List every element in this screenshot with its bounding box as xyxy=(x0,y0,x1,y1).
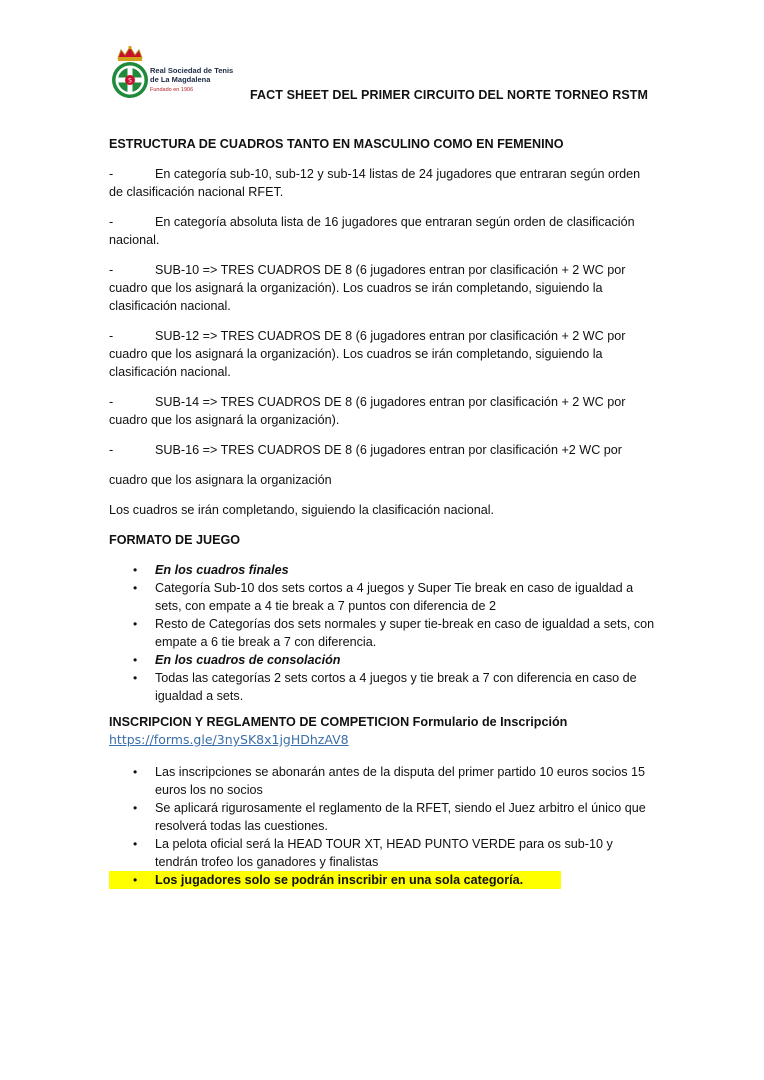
section-heading-registration: INSCRIPCION Y REGLAMENTO DE COMPETICION Formulario de Inscripción xyxy=(109,715,568,729)
bullet-icon: • xyxy=(133,617,138,631)
dash-marker: - xyxy=(109,443,114,457)
bullet-icon: • xyxy=(133,801,138,815)
logo-line-3: Fundado en 1906 xyxy=(150,87,194,93)
bullet-icon: • xyxy=(133,765,138,779)
section-heading-format: FORMATO DE JUEGO xyxy=(109,533,241,547)
paragraph: Los cuadros se irán completando, siguiendo la clasificación nacional. xyxy=(109,503,495,517)
bullet-icon: • xyxy=(133,671,138,685)
dash-item xyxy=(109,441,657,459)
list-item xyxy=(109,799,657,835)
dash-marker: - xyxy=(109,263,114,277)
highlighted-text: Los jugadores solo se podrán inscribir en una sola categoría. xyxy=(155,873,524,887)
list-item-text: En los cuadros finales xyxy=(155,563,289,577)
section-heading-structure: ESTRUCTURA DE CUADROS TANTO EN MASCULINO COMO EN FEMENINO xyxy=(109,137,564,151)
list-item-text: Se aplicará rigurosamente el reglamento de la RFET, siendo el Juez arbitro el único que resolverá todas las cuestiones. xyxy=(155,801,646,833)
bullet-icon: • xyxy=(133,653,138,667)
logo-line-1: Real Sociedad de Tenis xyxy=(150,66,234,75)
list-item xyxy=(109,579,657,615)
dash-item-text: SUB-12 => TRES CUADROS DE 8 (6 jugadores entran por clasificación + 2 WC por cuadro que los asignará la organización). Los cuadros se irán completando, siguiendo la clasificación nacional. xyxy=(109,329,626,379)
list-item-text: Categoría Sub-10 dos sets cortos a 4 juegos y Super Tie break en caso de igualdad a sets, con empate a 4 tie break a 7 puntos con diferencia de 2 xyxy=(155,581,634,613)
svg-text:S: S xyxy=(128,77,132,85)
bullet-icon: • xyxy=(133,873,138,887)
logo-text xyxy=(150,66,233,95)
dash-marker: - xyxy=(109,395,114,409)
highlighted-list-item xyxy=(109,871,561,889)
paragraph: cuadro que los asignara la organización xyxy=(109,473,332,487)
list-item-text: En los cuadros de consolación xyxy=(155,653,341,667)
bullet-icon: • xyxy=(133,563,138,577)
dash-item-text: SUB-16 => TRES CUADROS DE 8 (6 jugadores entran por clasificación +2 WC por xyxy=(155,443,622,457)
dash-item-text: En categoría sub-10, sub-12 y sub-14 listas de 24 jugadores que entraran según orden de clasificación nacional RFET. xyxy=(109,167,641,199)
bullet-icon: • xyxy=(133,581,138,595)
bullet-icon: • xyxy=(133,837,138,851)
list-item xyxy=(109,651,657,669)
list-item xyxy=(109,669,657,705)
list-item-text: Las inscripciones se abonarán antes de la disputa del primer partido 10 euros socios 15 euros los no socios xyxy=(155,765,646,797)
list-item xyxy=(109,561,657,579)
dash-item-text: SUB-14 => TRES CUADROS DE 8 (6 jugadores entran por clasificación + 2 WC por cuadro que los asignará la organización). xyxy=(109,395,626,427)
dash-marker: - xyxy=(109,215,114,229)
dash-item xyxy=(109,327,657,381)
crest-icon xyxy=(110,44,150,102)
dash-item-text: SUB-10 => TRES CUADROS DE 8 (6 jugadores entran por clasificación + 2 WC por cuadro que los asignará la organización). Los cuadros se irán completando, siguiendo la clasificación nacional. xyxy=(109,263,626,313)
dash-item xyxy=(109,213,657,249)
list-item-text: La pelota oficial será la HEAD TOUR XT, HEAD PUNTO VERDE para os sub-10 y tendrán trofeo los ganadores y finalistas xyxy=(155,837,613,869)
list-item-text: Resto de Categorías dos sets normales y super tie-break en caso de igualdad a sets, con empate a 6 tie break a 7 con diferencia. xyxy=(155,617,655,649)
club-logo xyxy=(110,44,270,104)
dash-marker: - xyxy=(109,329,114,343)
dash-item xyxy=(109,393,657,429)
list-item xyxy=(109,763,657,799)
document-title: FACT SHEET DEL PRIMER CIRCUITO DEL NORTE TORNEO RSTM xyxy=(250,88,649,102)
list-item xyxy=(109,835,657,871)
format-list xyxy=(109,561,657,705)
registration-list xyxy=(109,763,657,889)
document-body xyxy=(109,135,657,897)
registration-form-link[interactable]: https://forms.gle/3nySK8x1jgHDhzAV8 xyxy=(109,732,349,747)
logo-line-2: de La Magdalena xyxy=(150,75,211,84)
dash-marker: - xyxy=(109,167,114,181)
list-item-text: Todas las categorías 2 sets cortos a 4 juegos y tie break a 7 con diferencia en caso de igualdad a sets. xyxy=(155,671,637,703)
dash-item xyxy=(109,165,657,201)
dash-item xyxy=(109,261,657,315)
dash-item-text: En categoría absoluta lista de 16 jugadores que entraran según orden de clasificación nacional. xyxy=(109,215,635,247)
list-item xyxy=(109,615,657,651)
